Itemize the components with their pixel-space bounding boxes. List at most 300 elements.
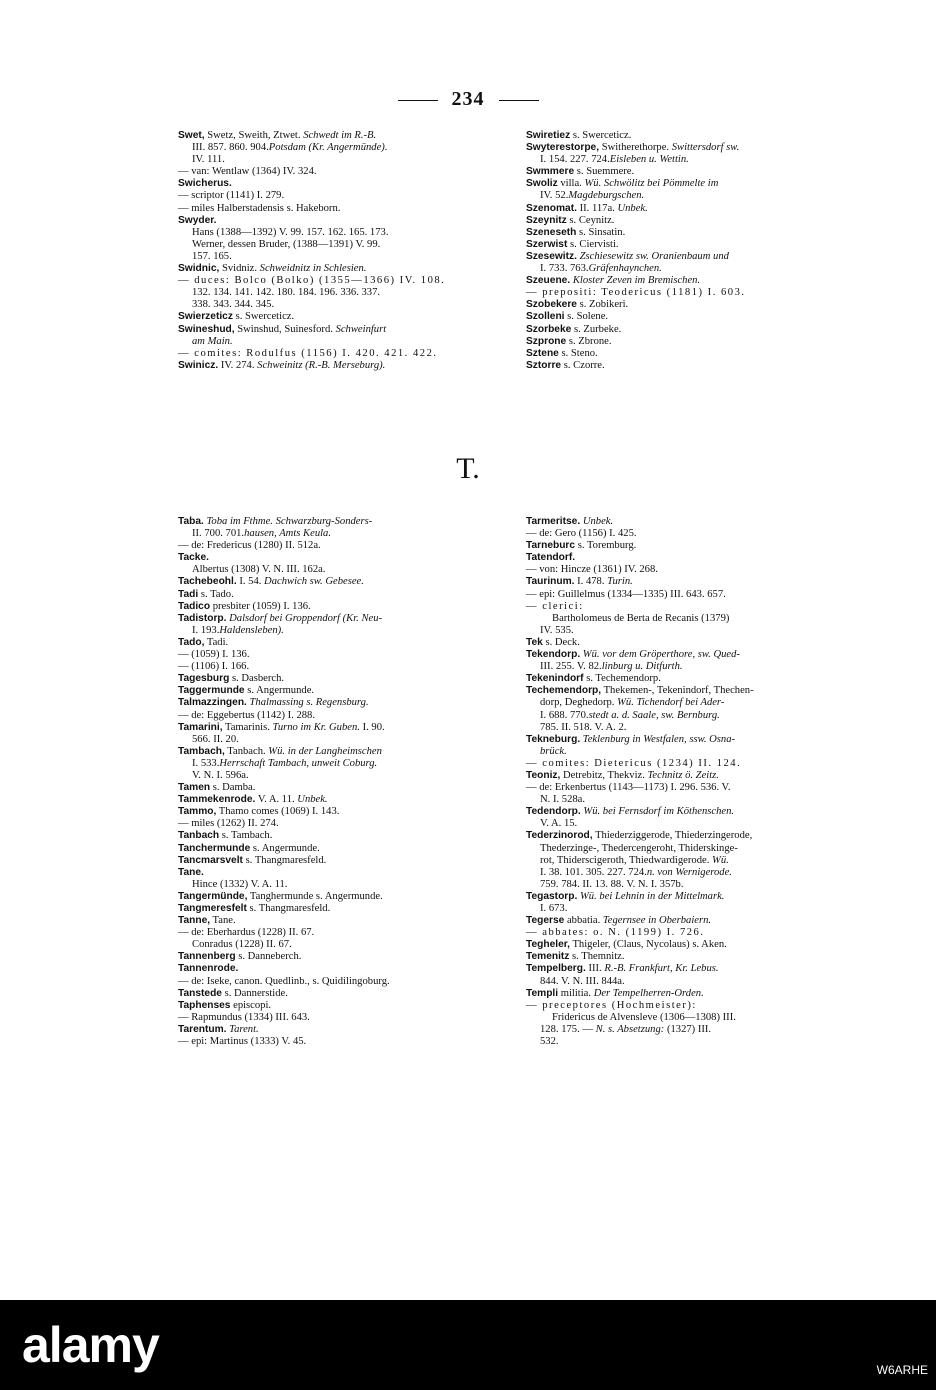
entry-headword: Tannenrode. [178,963,239,975]
entry-text: Technitz ö. Zeitz. [647,769,719,781]
entry-headword: Tanstede [178,987,222,999]
entry-headword: Swidnic, [178,263,220,275]
entry-headword: Taphenses [178,999,231,1011]
entry-text: Tegernsee in Oberbaiern. [602,915,712,927]
entry-text: Wü. in der Langheimschen [268,745,382,757]
entry-text: — epi: Guillelmus (1334—1335) III. 643. 657. [526,588,726,600]
index-entry-line [526,360,846,372]
index-entry-line [178,661,498,673]
index-entry-line [178,336,498,348]
entry-text: s. Deck. [542,636,580,648]
index-entry-line [526,324,846,336]
entry-text: 844. V. N. III. 844a. [540,975,625,987]
entry-headword: Tempelberg. [526,963,586,975]
entry-text: s. Angermunde. [250,842,320,854]
column-bottom-right [526,516,846,1048]
entry-text: Unbek. [614,202,648,214]
entry-text: Tane. [210,915,236,927]
entry-text: — clerici: [526,600,584,612]
entry-text: brück. [540,745,567,757]
entry-text: s. Dasberch. [229,673,285,685]
entry-headword: Tarneburc [526,540,576,552]
index-entry-line [178,855,498,867]
index-entry-line [526,939,846,951]
entry-headword: Tadistorp. [178,612,227,624]
entry-text: Thekemen-, Tekenindorf, Thechen- [601,685,754,697]
entry-text: Fridericus de Alvensleve (1306—1308) III. [552,1011,736,1023]
entry-headword: Tek [526,636,543,648]
column-top-right [526,130,846,372]
entry-text: IV. 111. [192,154,225,166]
index-entry-line [526,576,846,588]
entry-text: 785. II. 518. V. A. 2. [540,721,627,733]
entry-text: V. A. 11. [255,794,295,806]
index-entry-line [178,976,498,988]
index-entry-line [178,589,498,601]
entry-text: Zschiesewitz sw. Oranienbaum und [576,250,729,262]
entry-headword: Swoliz [526,178,558,190]
index-entry-line [178,275,498,287]
entry-text: I. 688. 770. [540,709,589,721]
index-entry-line [526,661,846,673]
entry-text: s. Angermunde. [244,685,315,697]
entry-headword: Templi [526,987,559,999]
entry-headword: Swet, [178,130,205,141]
index-entry-line [526,287,846,299]
entry-text: IV. 535. [540,624,574,636]
index-entry-line [178,963,498,975]
entry-text: s. Tambach. [219,830,273,842]
entry-text: s. Swerceticz. [232,311,295,323]
entry-text: I. 478. [574,576,605,588]
index-entry-line [178,178,498,190]
entry-text: Thederzinge-, Thedercengeroht, Thiderskinge- [540,842,738,854]
entry-text: 759. 784. II. 13. 88. V. N. I. 357b. [540,878,684,890]
entry-text: — miles Halberstadensis s. Hakeborn. [178,202,341,214]
entry-text: Wü. Schwölitz bei Pömmelte im [584,178,719,190]
page-number: 234 [451,88,485,110]
index-entry-line [526,697,846,709]
entry-text: Swinshud, Suinesford. [234,323,336,335]
index-entry-line [526,215,846,227]
index-entry-line [178,843,498,855]
entry-text: 157. 165. [192,250,232,262]
entry-text: — van: Wentlaw (1364) IV. 324. [178,166,317,178]
entry-text: Tamarinis. [222,721,273,733]
entry-headword: Tederzinorod, [526,830,593,842]
entry-text: Haldensleben). [219,624,284,636]
entry-headword: Tado, [178,636,205,648]
entry-headword: Taba. [178,516,204,527]
entry-text: — abbates: o. N. (1199) I. 726. [526,927,705,939]
index-entry-line [526,239,846,251]
entry-text: presbiter (1059) I. 136. [210,600,311,612]
entry-text: villa. [557,178,585,190]
entry-text: s. Tado. [198,588,234,600]
entry-headword: Tachebeohl. [178,576,237,588]
index-entry-line [178,915,498,927]
entry-headword: Tadi [178,588,199,600]
index-entry-line [178,564,498,576]
entry-headword: Swyterestorpe, [526,142,600,154]
index-entry-line [178,142,498,154]
index-entry-line [178,625,498,637]
entry-headword: Tarentum. [178,1023,227,1035]
index-entry-line [526,794,846,806]
entry-headword: Szorbeke [526,323,572,335]
index-entry-line [178,830,498,842]
entry-headword: Tangmeresfelt [178,903,247,914]
index-entry-line [526,988,846,1000]
entry-headword: Swicherus. [178,178,232,190]
entry-text: I. 154. 227. 724. [540,154,610,166]
entry-headword: Tamarini, [178,721,223,733]
column-top-left [178,130,498,372]
entry-text: — preceptores (Hochmeister): [526,999,697,1011]
entry-headword: Swierzeticz [178,311,233,323]
entry-headword: Tekenindorf [526,673,584,685]
entry-text: Der Tempelherren-Orden. [593,987,704,999]
entry-text: — de: Eggebertus (1142) I. 288. [178,709,315,721]
entry-headword: Tatendorf. [526,552,576,564]
entry-text: Unbek. [294,794,328,806]
entry-headword: Szobekere [526,299,577,311]
entry-text: 128. 175. — [540,1023,596,1035]
index-entry-line [178,1024,498,1036]
index-entry-line [526,299,846,311]
index-entry-line [526,770,846,782]
entry-headword: Szeynitz [526,214,567,226]
entry-headword: Taurinum. [526,576,575,588]
index-entry-line [178,1000,498,1012]
index-entry-line [526,190,846,202]
entry-text: Magdeburgschen. [568,190,645,202]
index-entry-line [178,239,498,251]
entry-text: R.-B. Frankfurt, Kr. Lebus. [601,963,719,975]
entry-text: Turin. [604,576,633,588]
index-entry-line [526,540,846,552]
entry-text: — de: Fredericus (1280) II. 512a. [178,540,321,552]
index-entry-line [526,589,846,601]
entry-headword: Tegheler, [526,939,570,951]
entry-text: stedt a. d. Saale, sw. Bernburg. [588,709,720,721]
index-entry-line [526,336,846,348]
index-entry-line [526,311,846,323]
index-entry-line [178,879,498,891]
entry-text: rot, Thiderscigeroth, Thiedwardigerode. [540,854,712,866]
entry-text: Schweinitz (R.-B. Merseburg). [254,359,386,371]
index-entry-line [178,348,498,360]
index-entry-line [178,939,498,951]
index-entry-line [178,540,498,552]
entry-text: IV. 274. [218,359,255,371]
section-letter: T. [456,452,480,485]
entry-text: 338. 343. 344. 345. [192,299,275,311]
entry-text: IV. 52. [540,190,569,202]
index-entry-line [178,601,498,613]
entry-text: Gräfenhaynchen. [588,263,662,275]
index-entry-line [526,806,846,818]
index-entry-line [178,951,498,963]
entry-text: V. N. I. 596a. [192,769,249,781]
entry-text: Albertus (1308) V. N. III. 162a. [192,564,326,576]
entry-text: (1327) III. [664,1023,712,1035]
entry-headword: Tangermünde, [178,890,248,902]
entry-text: Schwedt im R.-B. [303,130,377,141]
index-entry-line [178,528,498,540]
entry-text: Schweidnitz in Schlesien. [259,263,367,275]
index-entry-line [178,166,498,178]
entry-text: — comites: Rodulfus (1156) I. 420. 421. 422. [178,347,438,359]
entry-text: n. von Wernigerode. [646,866,732,878]
entry-text: Thamo comes (1069) I. 143. [216,806,340,818]
entry-headword: Swiretiez [526,130,571,141]
index-entry-line [178,818,498,830]
entry-text: I. 90. [359,721,385,733]
entry-headword: Tambach, [178,745,225,757]
entry-text: s. Czorre. [561,359,605,371]
entry-text: s. Themnitz. [569,951,625,963]
entry-text: Kloster Zeven im Bremischen. [570,275,701,287]
index-entry-line [178,324,498,336]
index-entry-line [178,794,498,806]
entry-headword: Tanchermunde [178,842,251,854]
entry-text: Schweinfurt [335,323,387,335]
index-entry-line [526,564,846,576]
index-entry-line [178,1036,498,1048]
index-entry-line [526,867,846,879]
entry-text: am Main. [192,335,233,347]
entry-text: — prepositi: Teodericus (1181) I. 603. [526,287,746,299]
entry-headword: Sztorre [526,359,562,371]
entry-text: s. Ciervisti. [567,238,619,250]
entry-headword: Tagesburg [178,673,230,685]
index-entry-line [526,1012,846,1024]
entry-text: s. Dannerstide. [221,987,288,999]
entry-text: Hince (1332) V. A. 11. [192,878,288,890]
entry-text: I. 673. [540,903,568,914]
entry-headword: Techemendorp, [526,685,602,697]
index-entry-line [526,601,846,613]
index-entry-line [526,855,846,867]
index-entry-line [526,142,846,154]
entry-headword: Talmazzingen. [178,697,247,709]
entry-headword: Tancmarsvelt [178,854,243,866]
index-entry-line [526,154,846,166]
index-entry-line [526,746,846,758]
index-entry-line [178,891,498,903]
index-entry-line [526,348,846,360]
entry-text: III. 857. 860. 904. [192,142,269,154]
entry-text: I. 533. [192,757,220,769]
entry-headword: Tekendorp. [526,649,581,661]
entry-headword: Tegerse [526,915,565,927]
entry-text: III. [585,963,602,975]
entry-text: III. 255. V. 82. [540,661,602,673]
entry-text: — (1059) I. 136. [178,649,250,661]
index-entry-line [526,710,846,722]
index-entry-line [178,673,498,685]
entry-text: Tanghermunde s. Angermunde. [247,890,383,902]
index-entry-line [178,637,498,649]
entry-text: Dachwich sw. Gebesee. [261,576,364,588]
index-entry-line [526,782,846,794]
entry-text: N. I. 528a. [540,794,586,806]
entry-text: Svidniz. [219,263,260,275]
entry-headword: Tane. [178,866,204,878]
index-entry-line [526,637,846,649]
index-entry-line [526,528,846,540]
entry-text: Dalsdorf bei Groppendorf (Kr. Neu- [226,612,383,624]
index-entry-line [178,360,498,372]
entry-text: abbatia. [564,915,603,927]
entry-text: Thigeler, (Claus, Nycolaus) s. Aken. [569,939,727,951]
index-entry-line [178,927,498,939]
entry-text: militia. [558,987,594,999]
index-entry-line [526,818,846,830]
entry-text: s. Thangmaresfeld. [246,903,331,914]
entry-text: s. Danneberch. [235,951,302,963]
entry-text: s. Steno. [558,347,598,359]
index-entry-line [526,178,846,190]
index-entry-line [526,891,846,903]
entry-text: Wü. [712,854,729,866]
index-entry-line [178,685,498,697]
entry-text: dorp, Deghedorp. [540,697,618,709]
index-entry-line [526,130,846,142]
entry-text: I. 54. [236,576,262,588]
entry-headword: Szenomat. [526,202,577,214]
index-entry-line [178,552,498,564]
index-entry-line [526,915,846,927]
entry-text: s. Techemendorp. [583,673,661,685]
entry-headword: Tammo, [178,806,217,818]
entry-headword: Taggermunde [178,685,245,697]
index-entry-line [178,722,498,734]
entry-text: — epi: Martinus (1333) V. 45. [178,1036,307,1048]
entry-text: Bartholomeus de Berta de Recanis (1379) [552,612,730,624]
entry-headword: Tannenberg [178,951,236,963]
index-entry-line [526,203,846,215]
entry-headword: Tammekenrode. [178,794,256,806]
entry-headword: Swinicz. [178,359,219,371]
index-entry-line [178,988,498,1000]
entry-text: — duces: Bolco (Bolko) (1355—1366) IV. 108. [178,275,446,287]
index-entry-line [178,154,498,166]
entry-text: s. Toremburg. [575,540,637,552]
entry-text: Tanbach. [224,745,269,757]
entry-text: Tadi. [204,636,229,648]
index-entry-line [178,299,498,311]
index-entry-line [526,951,846,963]
index-entry-line [526,1000,846,1012]
entry-text: hausen, Amts Keula. [244,528,332,540]
entry-text: I. 38. 101. 305. 227. 724. [540,866,647,878]
entry-text: s. Swerceticz. [570,130,632,141]
index-entry-line [526,734,846,746]
entry-text: — de: Iseke, canon. Quedlinb., s. Quidilingoburg. [178,975,390,987]
entry-text: Swetz, Sweith, Ztwet. [204,130,304,141]
index-entry-line [526,830,846,842]
page-number-line [0,88,936,111]
index-entry-line [526,722,846,734]
entry-text: V. A. 15. [540,818,578,830]
index-entry-line [178,190,498,202]
index-entry-line [178,758,498,770]
index-entry-line [526,166,846,178]
index-entry-line [526,263,846,275]
index-entry-line [526,758,846,770]
left-rule [398,100,438,101]
entry-headword: Tadico [178,600,211,612]
entry-headword: Tarmeritse. [526,516,581,527]
entry-text: Werner, dessen Bruder, (1388—1391) V. 99. [192,238,381,250]
index-entry-line [526,552,846,564]
entry-text: Switherethorpe. [599,142,672,154]
column-bottom-left [178,516,498,1048]
index-entry-line [178,903,498,915]
entry-text: — Rapmundus (1334) III. 643. [178,1011,310,1023]
entry-text: — comites: Dietericus (1234) II. 124. [526,757,742,769]
index-entry-line [526,879,846,891]
index-entry-line [178,770,498,782]
entry-text: Turno im Kr. Guben. [272,721,360,733]
index-entry-line [178,746,498,758]
entry-headword: Szerwist [526,238,568,250]
entry-text: episcopi. [230,999,272,1011]
entry-text: 132. 134. 141. 142. 180. 184. 196. 336. 337. [192,287,381,299]
index-entry-line [178,806,498,818]
entry-headword: Swmmere [526,166,575,178]
index-entry-line [526,516,846,528]
entry-headword: Swineshud, [178,323,235,335]
entry-headword: Tanne, [178,915,211,927]
entry-text: s. Damba. [210,782,256,794]
index-entry-line [178,782,498,794]
index-entry-line [526,275,846,287]
index-entry-line [526,251,846,263]
index-entry-line [526,227,846,239]
index-entry-line [526,976,846,988]
entry-text: Teklenburg in Westfalen, ssw. Osna- [580,733,736,745]
entry-text: Eisleben u. Wettin. [609,154,689,166]
entry-text: s. Zurbeke. [571,323,622,335]
entry-text: Thalmassing s. Regensburg. [246,697,369,709]
entry-text: Tarent. [226,1023,259,1035]
entry-text: Hans (1388—1392) V. 99. 157. 162. 165. 173. [192,226,389,238]
entry-headword: Szeneseth [526,226,577,238]
entry-text: I. 193. [192,624,220,636]
entry-text: — von: Hincze (1361) IV. 268. [526,564,658,576]
index-entry-line [178,227,498,239]
index-entry-line [178,734,498,746]
entry-text: Unbek. [580,516,614,527]
entry-text: Potsdam (Kr. Angermünde). [268,142,388,154]
entry-text: Toba im Fthme. Schwarzburg-Sonders- [203,516,373,527]
index-entry-line [178,867,498,879]
index-entry-line [178,516,498,528]
alamy-logo: alamy [22,1317,159,1373]
entry-text: linburg u. Ditfurth. [601,661,683,673]
entry-text: s. Solene. [564,311,609,323]
index-entry-line [178,613,498,625]
entry-text: — miles (1262) II. 274. [178,818,279,830]
entry-text: Thiederziggerode, Thiederzingerode, [592,830,753,842]
entry-text: — de: Erkenbertus (1143—1173) I. 296. 536. V. [526,782,731,794]
entry-headword: Szolleni [526,311,565,323]
entry-headword: Temenitz [526,951,570,963]
entry-text: Wü. bei Lehnin in der Mittelmark. [577,890,725,902]
